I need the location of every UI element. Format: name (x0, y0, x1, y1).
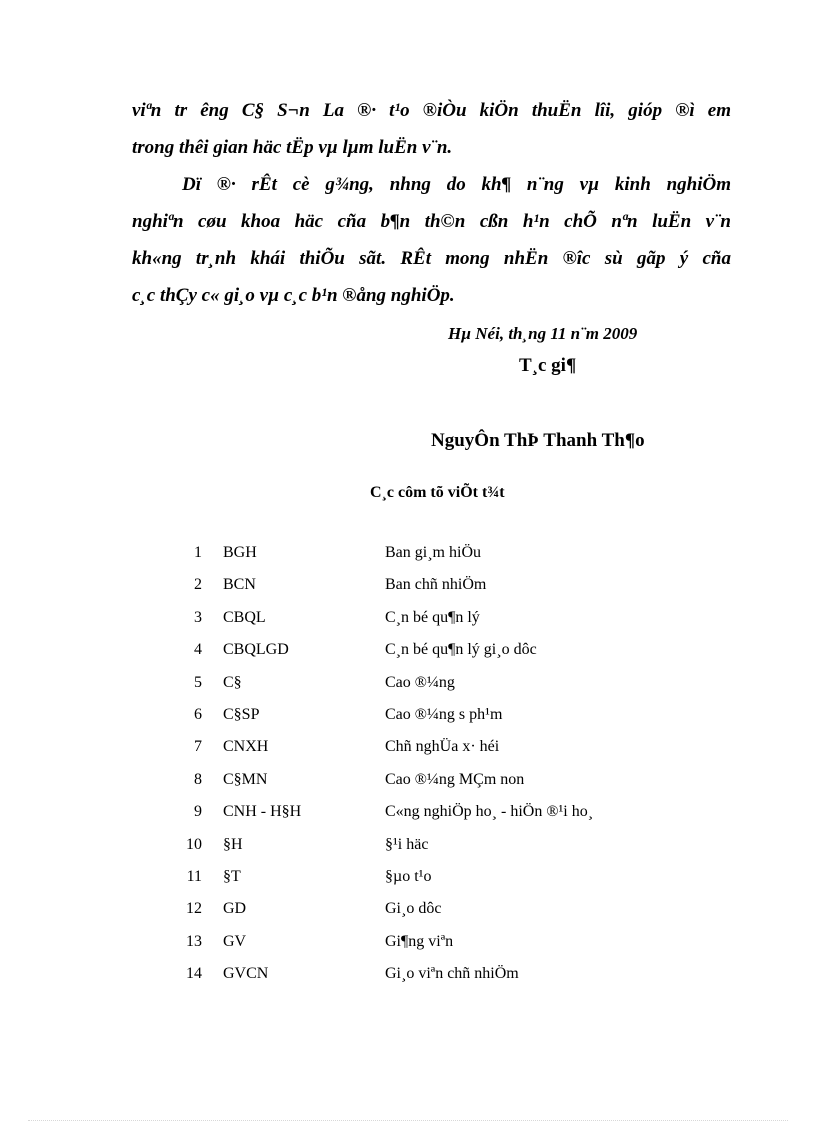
abbreviation-meaning: Chñ nghÜa x· héi (385, 738, 500, 756)
place-date: Hµ Néi, th¸ng 11 n¨m 2009 (448, 324, 638, 343)
abbreviation-meaning: Gi¸o viªn chñ nhiÖm (385, 965, 519, 983)
abbreviation-row (0, 641, 816, 673)
abbreviation-code: GV (223, 932, 247, 950)
abbreviation-row (0, 609, 816, 641)
abbreviation-meaning: C¸n bé qu¶n lý (385, 608, 480, 626)
abbreviation-code: CBQLGD (223, 641, 289, 659)
abbreviation-row (0, 738, 816, 770)
abbreviation-meaning: §¹i häc (385, 835, 429, 853)
abbreviation-code: GVCN (223, 965, 269, 983)
abbreviation-code: §H (223, 835, 243, 853)
abbreviation-meaning: Gi¸o dôc (385, 900, 442, 918)
abbreviation-row (0, 933, 816, 965)
abbreviation-code: C§ (223, 673, 242, 691)
abbreviation-row (0, 836, 816, 868)
paragraph-2-line-3: kh«ng tr¸nh khái thiÕu sãt. RÊt mong nhËn ®îc sù gãp ý cña (132, 248, 731, 269)
abbreviation-code: BGH (223, 544, 257, 561)
row-number: 8 (194, 770, 202, 788)
abbreviation-meaning: §µo t¹o (385, 867, 432, 885)
page-bottom-rule (28, 1120, 788, 1121)
paragraph-1-line-2: trong thêi gian häc tËp vµ lµm luËn v¨n. (132, 137, 453, 158)
paragraph-2-line-2: nghiªn cøu khoa häc cña b¶n th©n cßn h¹n chÕ nªn luËn v¨n (132, 211, 731, 232)
row-number: 2 (194, 576, 202, 594)
abbreviation-code: §T (223, 867, 241, 885)
abbreviation-meaning: C¸n bé qu¶n lý gi¸o dôc (385, 641, 537, 659)
row-number: 14 (186, 965, 202, 983)
abbreviation-meaning: Ban chñ nhiÖm (385, 576, 487, 594)
abbreviation-row (0, 706, 816, 738)
row-number: 4 (194, 641, 202, 659)
author-label: T¸c gi¶ (519, 355, 577, 376)
abbreviation-meaning: Cao ®¼ng s ph¹m (385, 705, 503, 723)
row-number: 13 (186, 932, 202, 950)
abbreviation-row (0, 544, 816, 576)
abbreviation-meaning: C«ng nghiÖp ho¸ - hiÖn ®¹i ho¸ (385, 803, 594, 821)
abbreviation-code: BCN (223, 576, 256, 594)
row-number: 10 (186, 835, 202, 853)
row-number: 12 (186, 900, 202, 918)
row-number: 6 (194, 705, 202, 723)
abbreviation-code: CBQL (223, 608, 266, 626)
paragraph-2-line-4: c¸c thÇy c« gi¸o vµ c¸c b¹n ®ång nghiÖp. (132, 285, 455, 306)
row-number: 3 (194, 608, 202, 626)
row-number: 9 (194, 803, 202, 821)
row-number: 1 (194, 544, 202, 561)
abbreviation-row (0, 868, 816, 900)
abbreviations-list (0, 544, 816, 997)
abbreviation-code: CNH - H§H (223, 803, 302, 821)
row-number: 5 (194, 673, 202, 691)
abbreviation-code: GD (223, 900, 247, 918)
paragraph-2-line-1: Dï ®· rÊt cè g¾ng, nhng do kh¶ n¨ng vµ kinh nghiÖm (182, 174, 731, 195)
abbreviation-row (0, 771, 816, 803)
abbreviation-code: C§MN (223, 770, 268, 788)
abbreviation-row (0, 674, 816, 706)
row-number: 7 (194, 738, 202, 756)
row-number: 11 (186, 867, 202, 885)
abbreviation-row (0, 900, 816, 932)
abbreviation-meaning: Cao ®¼ng (385, 673, 455, 691)
abbreviation-meaning: Cao ®¼ng MÇm non (385, 770, 525, 788)
abbreviation-row (0, 803, 816, 835)
abbreviation-meaning: Gi¶ng viªn (385, 932, 454, 950)
paragraph-1-line-1: viªn tr êng C§ S¬n La ®· t¹o ®iÒu kiÖn thuËn lîi, gióp ®ì em (132, 100, 731, 121)
abbreviation-row (0, 576, 816, 608)
abbreviations-title: C¸c côm tõ viÕt t¾t (370, 484, 505, 501)
author-name: NguyÔn ThÞ Thanh Th¶o (431, 430, 645, 451)
abbreviation-code: CNXH (223, 738, 269, 756)
abbreviation-row (0, 965, 816, 997)
abbreviation-code: C§SP (223, 705, 260, 723)
abbreviation-meaning: Ban gi¸m hiÖu (385, 544, 481, 561)
